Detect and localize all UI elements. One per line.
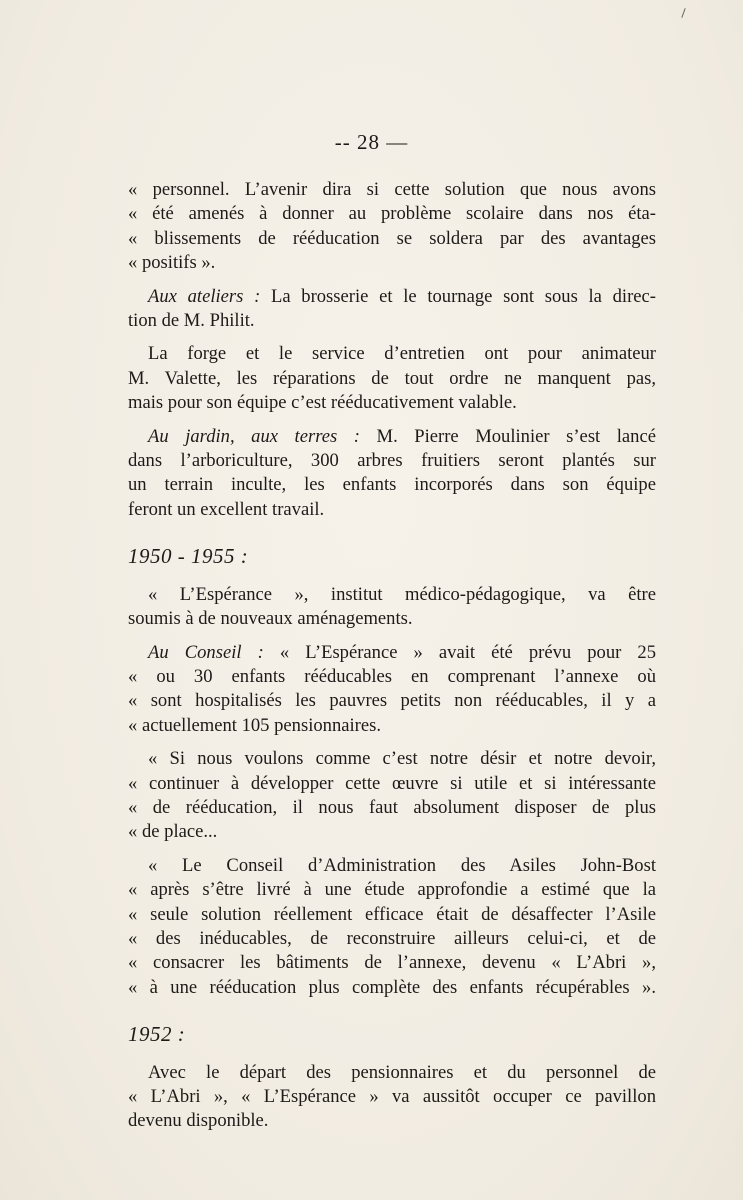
- text-line: « personnel. L’avenir dira si cette solution que nous avons: [128, 179, 656, 200]
- paragraph: [128, 285, 656, 334]
- body-text: [128, 178, 656, 1134]
- text-line: [128, 641, 656, 665]
- page-number: -- 28 —: [334, 130, 409, 154]
- text-segment: M. Pierre Moulinier s’est lancé: [360, 425, 656, 447]
- lead-in: Aux ateliers :: [148, 285, 261, 307]
- text-line: soumis à de nouveaux aménagements.: [128, 608, 413, 630]
- text-line: « consacrer les bâtiments de l’annexe, devenu « L’Abri »,: [128, 952, 656, 974]
- text-line: « L’Abri », « L’Espérance » va aussitôt occuper ce pavillon: [128, 1086, 656, 1107]
- paragraph: [128, 342, 656, 415]
- paragraph: [128, 583, 656, 632]
- text-line: « positifs ».: [128, 252, 216, 274]
- text-line: « Si nous voulons comme c’est notre désir et notre devoir,: [148, 748, 656, 770]
- text-line: « été amenés à donner au problème scolaire dans nos éta-: [128, 203, 656, 225]
- text-line: « ou 30 enfants rééducables en comprenant l’annexe où: [128, 665, 656, 687]
- text-line: « des inéducables, de reconstruire ailleurs celui-ci, et de: [128, 927, 656, 949]
- text-line: « sont hospitalisés les pauvres petits non rééducables, il y a: [128, 690, 656, 712]
- section-heading: 1952 :: [128, 1022, 186, 1047]
- text-line: mais pour son équipe c’est rééducativement valable.: [128, 392, 517, 414]
- text-line: dans l’arboriculture, 300 arbres fruitiers seront plantés sur: [128, 450, 656, 472]
- paragraph: [128, 425, 656, 523]
- pen-mark: [681, 8, 685, 18]
- paragraph: [128, 1061, 656, 1134]
- text-line: La forge et le service d’entretien ont pour animateur: [148, 343, 656, 365]
- paragraph: [128, 854, 656, 1000]
- text-line: « seule solution réellement efficace était de désaffecter l’Asile: [128, 903, 656, 925]
- paragraph: [128, 178, 656, 276]
- text-line: [128, 425, 656, 449]
- text-segment: La brosserie et le tournage sont sous la direc-: [260, 285, 656, 307]
- paragraph: [128, 747, 656, 845]
- text-line: « actuellement 105 pensionnaires.: [128, 714, 382, 736]
- section-heading: 1950 - 1955 :: [128, 544, 249, 569]
- text-line: « continuer à développer cette œuvre si utile et si intéressante: [128, 772, 656, 794]
- paragraph: [128, 641, 656, 739]
- text-line: « après s’être livré à une étude approfondie a estimé que la: [128, 879, 656, 901]
- text-line: Avec le départ des pensionnaires et du personnel de: [148, 1061, 656, 1083]
- text-line: « de rééducation, il nous faut absolument disposer de plus: [128, 796, 656, 818]
- text-line: tion de M. Philit.: [128, 310, 255, 332]
- text-line: [128, 285, 656, 309]
- text-line: devenu disponible.: [128, 1110, 269, 1132]
- text-line: « Le Conseil d’Administration des Asiles John-Bost: [148, 854, 656, 876]
- text-line: « de place...: [128, 821, 218, 843]
- text-line: un terrain inculte, les enfants incorporés dans son équipe: [128, 474, 656, 496]
- text-line: « L’Espérance », institut médico-pédagogique, va être: [148, 583, 656, 605]
- text-line: feront un excellent travail.: [128, 498, 325, 520]
- text-line: « blissements de rééducation se soldera par des avantages: [128, 227, 656, 249]
- text-line: « à une rééducation plus complète des enfants récupérables ».: [128, 976, 656, 998]
- text-segment: « L’Espérance » avait été prévu pour 25: [263, 641, 656, 663]
- lead-in: Au Conseil :: [148, 641, 264, 663]
- text-line: M. Valette, les réparations de tout ordre ne manquent pas,: [128, 367, 656, 389]
- lead-in: Au jardin, aux terres :: [148, 425, 360, 447]
